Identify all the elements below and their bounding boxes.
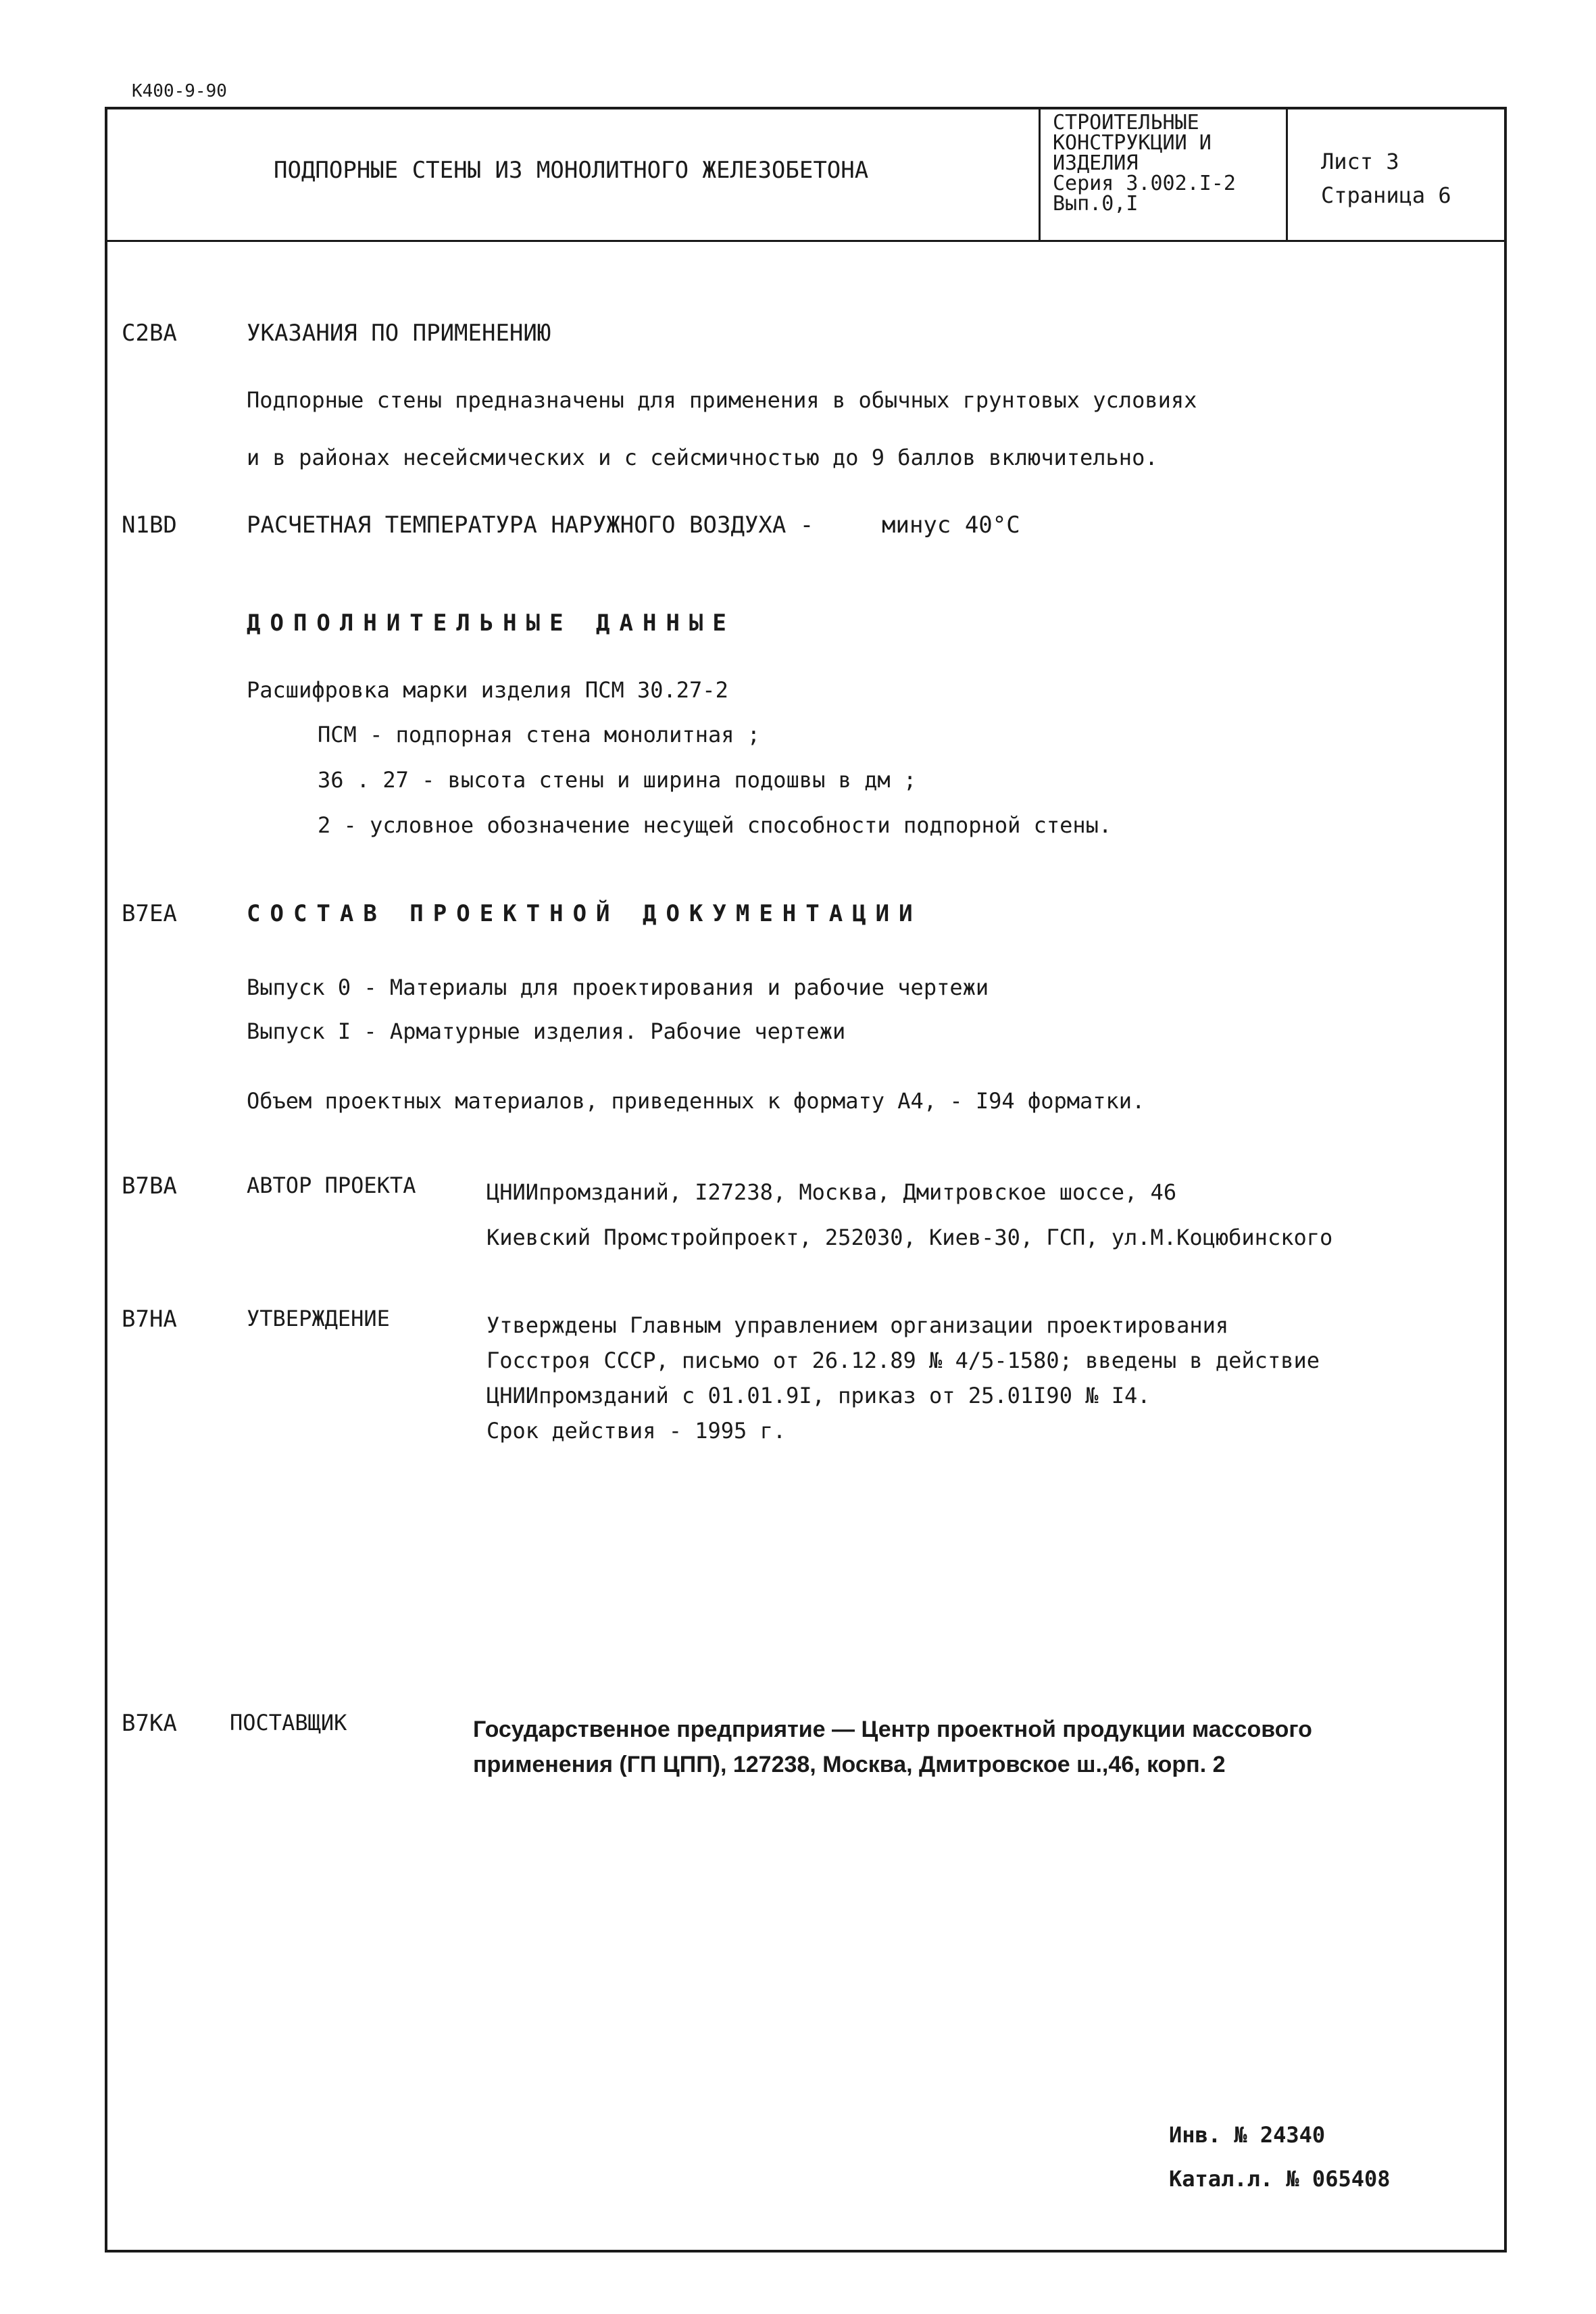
series-info [1053,113,1236,214]
approval-line-2: Госстроя СССР, письмо от 26.12.89 № 4/5-1580; введены в действие [487,1348,1320,1373]
section-title-approval: УТВЕРЖДЕНИЕ [247,1306,390,1331]
document-title: ПОДПОРНЫЕ СТЕНЫ ИЗ МОНОЛИТНОГО ЖЕЛЕЗОБЕТОНА [274,157,869,184]
supplier-line-2: применения (ГП ЦПП), 127238, Москва, Дмитровское ш.,46, корп. 2 [473,1752,1226,1777]
series-line-5: Вып.0,I [1053,192,1139,216]
usage-line-1: Подпорные стены предназначены для применения в обычных грунтовых условиях [247,387,1197,413]
sheet-number: Лист 3 [1321,149,1399,174]
title-block-bottom-line [105,240,1507,242]
inventory-number: Инв. № 24340 [1169,2122,1326,2148]
series-line-3: ИЗДЕЛИЯ [1053,151,1139,175]
additional-data-title: ДОПОЛНИТЕЛЬНЫЕ ДАННЫЕ [247,610,736,637]
catalog-number: Катал.л. № 065408 [1169,2166,1391,2192]
documentation-line-2: Выпуск I - Арматурные изделия. Рабочие чертежи [247,1018,846,1044]
approval-line-3: ЦНИИпромзданий с 01.01.9I, приказ от 25.01I90 № I4. [487,1383,1151,1408]
section-code-temperature: N1BD [122,512,177,539]
section-title-documentation: СОСТАВ ПРОЕКТНОЙ ДОКУМЕНТАЦИИ [247,900,922,927]
section-code-usage: C2BA [122,320,177,347]
section-code-documentation: B7EA [122,900,177,927]
title-block-divider-1 [1039,107,1041,242]
section-code-author: B7BA [122,1173,177,1200]
series-line-4: Серия 3.002.I-2 [1053,172,1236,195]
author-line-2: Киевский Промстройпроект, 252030, Киев-30, ГСП, ул.М.Коцюбинского [487,1225,1333,1250]
page-number: Страница 6 [1321,182,1451,208]
section-code-approval: B7HA [122,1306,177,1333]
usage-line-2: и в районах несейсмических и с сейсмичностью до 9 баллов включительно. [247,445,1158,470]
author-line-1: ЦНИИпромзданий, I27238, Москва, Дмитровское шоссе, 46 [487,1179,1177,1205]
supplier-line-1: Государственное предприятие — Центр проектной продукции массового [473,1717,1312,1742]
section-title-author: АВТОР ПРОЕКТА [247,1173,416,1198]
temperature-value: минус 40°С [882,512,1020,539]
section-title-supplier: ПОСТАВЩИК [230,1710,347,1736]
section-title-usage: УКАЗАНИЯ ПО ПРИМЕНЕНИЮ [247,320,551,347]
approval-line-4: Срок действия - 1995 г. [487,1418,787,1444]
title-block-divider-2 [1286,107,1288,242]
document-code: К400-9-90 [132,81,227,101]
additional-line-2: 36 . 27 - высота стены и ширина подошвы в дм ; [318,767,917,793]
additional-intro: Расшифровка марки изделия ПСМ 30.27-2 [247,677,728,703]
approval-line-1: Утверждены Главным управлением организации проектирования [487,1312,1229,1338]
additional-line-1: ПСМ - подпорная стена монолитная ; [318,722,761,747]
series-line-1: СТРОИТЕЛЬНЫЕ [1053,111,1199,134]
documentation-line-1: Выпуск 0 - Материалы для проектирования и рабочие чертежи [247,975,989,1000]
section-title-temperature: РАСЧЕТНАЯ ТЕМПЕРАТУРА НАРУЖНОГО ВОЗДУХА - [247,512,814,539]
series-line-2: КОНСТРУКЦИИ И [1053,131,1212,155]
additional-line-3: 2 - условное обозначение несущей способности подпорной стены. [318,812,1112,838]
section-code-supplier: B7KA [122,1710,177,1737]
documentation-volume: Объем проектных материалов, приведенных к формату А4, - I94 форматки. [247,1088,1145,1114]
